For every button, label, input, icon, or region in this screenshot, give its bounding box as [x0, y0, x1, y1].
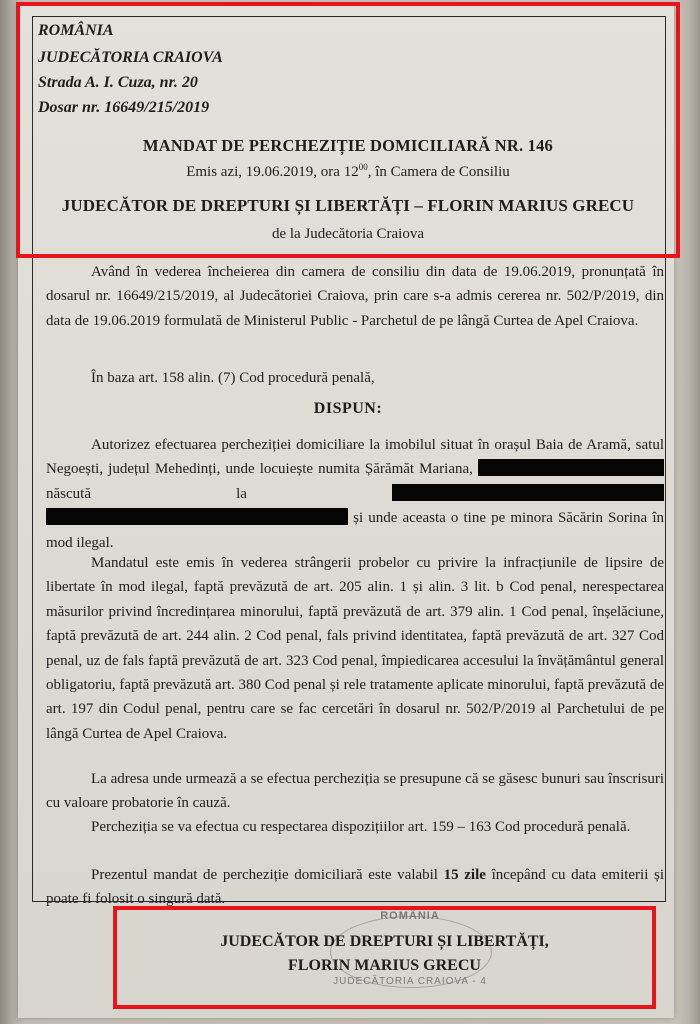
validity-period: 15 zile: [443, 867, 486, 883]
issued-minutes: 00: [358, 162, 368, 172]
paragraph-address: [46, 767, 664, 816]
signature-title: JUDECĂTOR DE DREPTURI ȘI LIBERTĂȚI,: [220, 933, 549, 950]
paragraph-text: Percheziția se va efectua cu respectarea dispozițiilor art. 159 – 163 Cod procedură penală.: [91, 819, 631, 835]
header-file-number: Dosar nr. 16649/215/2019: [38, 99, 210, 116]
document-title: MANDAT DE PERCHEZIȚIE DOMICILIARĂ NR. 146: [142, 136, 554, 155]
paragraph-purpose: [46, 551, 664, 746]
stamp-top-text: ROMÂNIA: [380, 910, 440, 922]
header-court: JUDECĂTORIA CRAIOVA: [38, 49, 223, 66]
authorization-text-a: Autorizez efectuarea percheziției domiciliare la imobilul situat în orașul Baia de Aramă, satul Negoești, județul Mehedinți, unde locuiește numita Șărămăt Mariana,: [46, 437, 664, 478]
paragraph-considering: [46, 260, 664, 333]
highlight-box-header: [16, 2, 680, 258]
issued-place: , în Camera de Consiliu: [367, 164, 510, 180]
paragraph-text: [46, 433, 664, 555]
signature-name: FLORIN MARIUS GRECU: [288, 957, 481, 974]
paragraph-text: Mandatul este emis în vederea strângerii probelor cu privire la infracțiunile de lipsire de libertate în mod ilegal, faptă prevăzută de art. 205 alin. 1 și alin. 3 lit. b Cod penal, nerespectarea măsurilor privind încredințarea minorului, faptă prevăzută de art. 379 alin. 1 Cod penal, înșelăciune, faptă prevăzută de art. 244 alin. 2 Cod penal, fals privind identitatea, faptă prevăzută de art. 327 Cod penal, uz de fals faptă prevăzută de art. 323 Cod penal, împiedicarea accesului la învățământul general obligatoriu, faptă prevăzută art. 380 Cod penal și rele tratamente aplicate minorului, faptă prevăzută de art. 197 din Codul penal, pentru care se fac cercetări în dosarul nr. 502/P/2019 al Parchetului de pe lângă Curtea de Apel Craiova.: [46, 555, 664, 742]
paragraph-text: Având în vederea încheierea din camera de consiliu din data de 19.06.2019, pronunțată în dosarul nr. 16649/215/2019, al Judecătoriei Craiova, prin care s-a admis cererea nr. 502/P/2019, din data de 19.06.2019 formulată de Ministerul Public - Parchetul de pe lângă Curtea de Apel Craiova.: [46, 264, 664, 329]
judge-title-line: JUDECĂTOR DE DREPTURI ȘI LIBERTĂȚI – FLORIN MARIUS GRECU: [61, 196, 635, 215]
judge-court-line: de la Judecătoria Craiova: [271, 226, 424, 242]
paragraph-procedure: [46, 815, 664, 839]
header-address: Strada A. I. Cuza, nr. 20: [38, 74, 198, 91]
dispun-heading: DISPUN:: [313, 400, 383, 417]
paragraph-legal-basis: [46, 366, 664, 390]
paragraph-authorization: [46, 433, 664, 555]
redaction-bar: [392, 484, 664, 501]
issued-date-hour: Emis azi, 19.06.2019, ora 12: [186, 164, 359, 180]
redaction-bar: [46, 508, 348, 525]
highlight-box-signature: [113, 906, 656, 1009]
paragraph-text: [46, 863, 664, 912]
validity-text-a: Prezentul mandat de percheziție domiciliară este valabil: [91, 867, 438, 883]
paragraph-validity: [46, 863, 664, 912]
header-country: ROMÂNIA: [38, 22, 114, 39]
redaction-bar: [478, 459, 664, 476]
paragraph-text: În baza art. 158 alin. (7) Cod procedură penală,: [91, 370, 375, 386]
stamp-bottom-text: JUDECĂTORIA CRAIOVA - 4: [333, 976, 487, 987]
authorization-text-b: născută la: [46, 485, 247, 502]
authorization-text-c: și unde aceasta o tine pe minora Săcărin Sorina în mod ilegal.: [46, 510, 664, 551]
paragraph-text: La adresa unde urmează a se efectua percheziția se presupune că se găsesc bunuri sau înscrisuri cu valoare probatorie în cauză.: [46, 771, 664, 812]
validity-text-b: începând cu data emiterii și poate fi folosit o singură dată.: [46, 867, 665, 908]
